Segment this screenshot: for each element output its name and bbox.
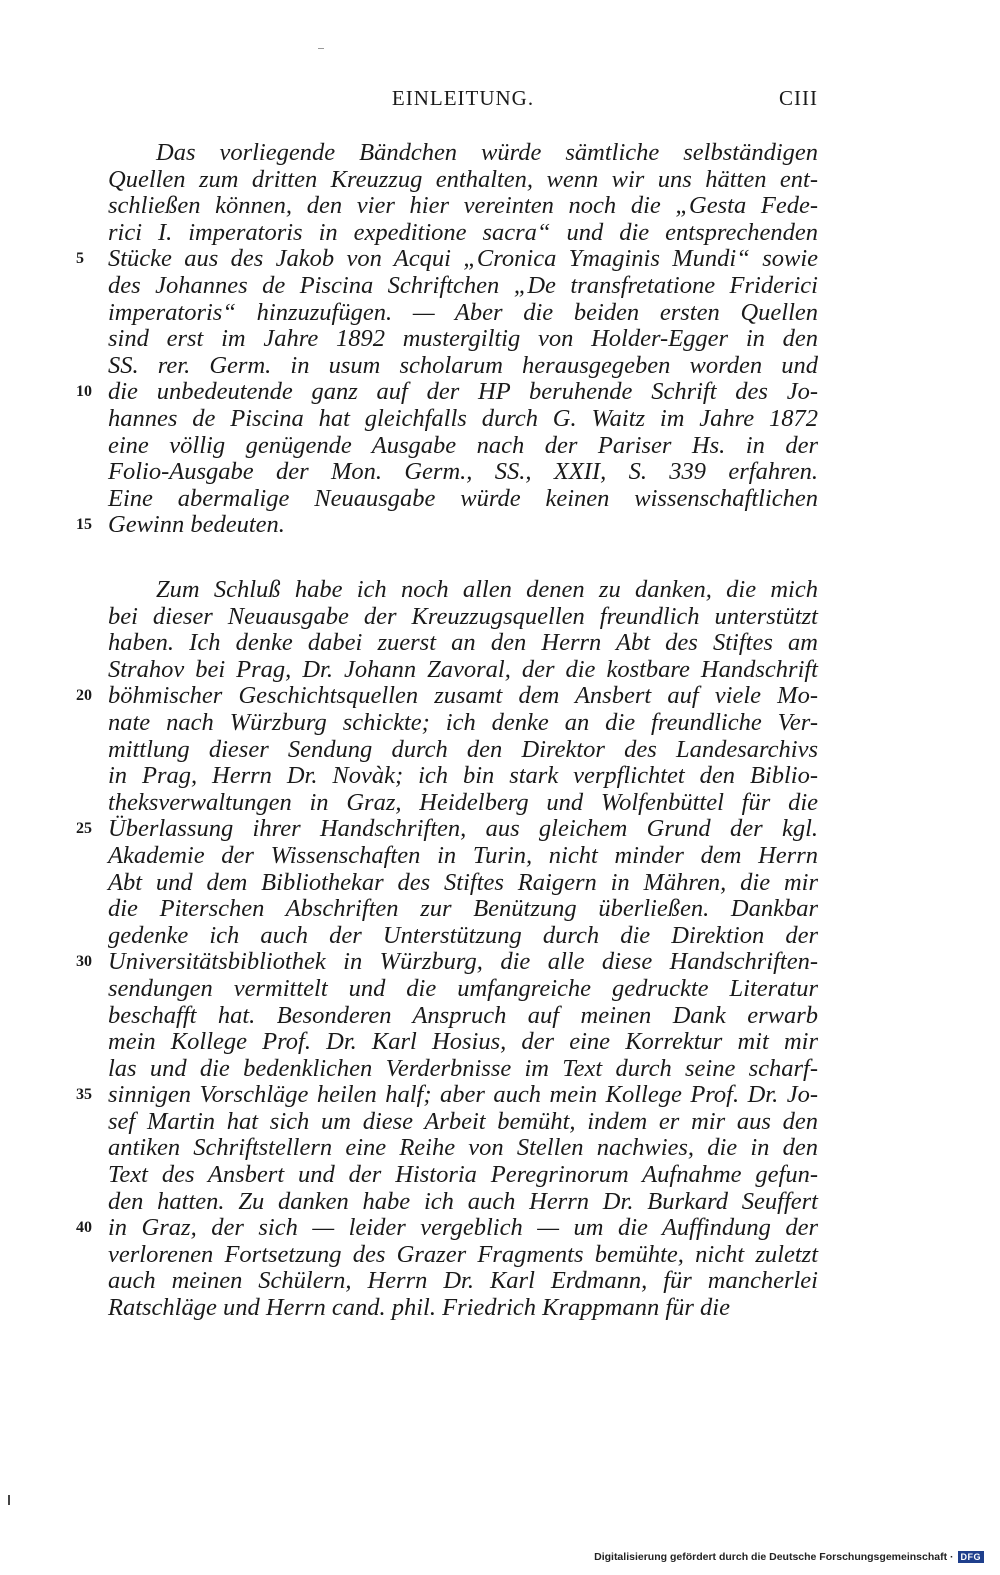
line-text: sef Martin hat sich um diese Arbeit bemüht, indem er mir aus den [108,1107,818,1135]
line-text: auch meinen Schülern, Herrn Dr. Karl Erdmann, für mancherlei [108,1267,818,1295]
line-text: theksverwaltungen in Graz, Heidelberg und Wolfenbüttel für die [108,788,818,816]
scan-edge-mark [8,1495,10,1505]
text-line [108,406,818,433]
text-line [108,1056,818,1083]
line-text: Ratschläge und Herrn cand. phil. Friedrich Krappmann für die [108,1294,730,1322]
text-line [108,843,818,870]
digitization-footer [594,1549,984,1565]
text-line [108,300,818,327]
line-text: sendungen vermittelt und die umfangreiche gedruckte Literatur [108,974,818,1002]
line-text: den hatten. Zu danken habe ich auch Herrn Dr. Burkard Seuffert [108,1187,818,1215]
line-text: Gewinn bedeuten. [108,511,285,539]
line-text: in Graz, der sich — leider vergeblich — um die Auffindung der [108,1214,818,1242]
line-text: Folio-Ausgabe der Mon. Germ., SS., XXII, S. 339 erfahren. [108,458,818,486]
line-number: 10 [76,383,92,401]
text-line [76,1214,818,1242]
text-line [108,976,818,1003]
text-line [108,790,818,817]
line-text: Strahov bei Prag, Dr. Johann Zavoral, der die kostbare Handschrift [108,655,818,683]
text-line [108,630,818,657]
text-line [108,1295,818,1322]
line-text: hannes de Piscina hat gleichfalls durch G. Waitz im Jahre 1872 [108,404,818,432]
line-text: Quellen zum dritten Kreuzzug enthalten, wenn wir uns hätten ent- [108,165,818,193]
text-line [76,378,818,406]
text-line [108,193,818,220]
text-line [108,220,818,247]
running-title: EINLEITUNG. [391,86,535,110]
text-line [76,511,818,539]
line-text: die unbedeutende ganz auf der HP beruhende Schrift des Jo- [108,378,818,406]
line-text: Text des Ansbert und der Historia Peregrinorum Aufnahme gefun- [108,1161,818,1189]
line-text: mein Kollege Prof. Dr. Karl Hosius, der eine Korrektur mit mir [108,1028,818,1056]
line-text: böhmischer Geschichtsquellen zusamt dem Ansbert auf viele Mo- [108,682,818,710]
page-number: CIII [779,86,818,110]
line-text: nate nach Würzburg schickte; ich denke an die freundliche Ver- [108,708,818,736]
text-line [108,1189,818,1216]
text-line [108,486,818,513]
line-text: sinnigen Vorschläge heilen half; aber auch mein Kollege Prof. Dr. Jo- [108,1081,818,1109]
scan-speck [318,48,324,49]
line-text: Eine abermalige Neuausgabe würde keinen wissenschaftlichen [108,484,818,512]
line-text: rici I. imperatoris in expeditione sacra“ und die entsprechenden [108,218,818,246]
paragraph-sources [76,139,818,539]
line-text: Abt und dem Bibliothekar des Stiftes Raigern in Mähren, die mir [108,868,818,896]
line-text: bei dieser Neuausgabe der Kreuzzugsquellen freundlich unterstützt [108,602,818,630]
text-line [76,1081,818,1109]
text-line [108,1268,818,1295]
text-line [108,604,818,631]
line-number: 25 [76,820,92,838]
line-number: 20 [76,687,92,705]
funding-note: Digitalisierung gefördert durch die Deutsche Forschungsgemeinschaft · [594,1551,954,1563]
text-line [108,140,818,167]
text-line [108,710,818,737]
text-line [108,273,818,300]
dfg-logo: DFG [958,1551,985,1563]
text-line [108,1109,818,1136]
line-text: las und die bedenklichen Verderbnisse im Text durch seine scharf- [108,1054,818,1082]
line-text: SS. rer. Germ. in usum scholarum herausgegeben worden und [108,351,818,379]
line-number: 30 [76,953,92,971]
paragraph-acknowledgements [76,576,818,1322]
line-number: 15 [76,516,92,534]
text-line [76,815,818,843]
line-text: in Prag, Herrn Dr. Novàk; ich bin stark verpflichtet den Biblio- [108,762,818,790]
text-line [108,1242,818,1269]
line-text: Zum Schluß habe ich noch allen denen zu danken, die mich [156,576,818,603]
line-number: 5 [76,250,84,268]
line-text: haben. Ich denke dabei zuerst an den Herrn Abt des Stiftes am [108,629,818,657]
line-text: mittlung dieser Sendung durch den Direktor des Landesarchivs [108,735,818,763]
text-line [108,657,818,684]
line-number: 35 [76,1086,92,1104]
line-text: eine völlig genügende Ausgabe nach der Pariser Hs. in der [108,431,818,459]
text-line [76,682,818,710]
text-line [108,433,818,460]
line-text: Akademie der Wissenschaften in Turin, nicht minder dem Herrn [108,841,818,869]
text-line [108,167,818,194]
text-line [108,1003,818,1030]
line-text: des Johannes de Piscina Schriftchen „De transfretatione Friderici [108,271,818,299]
running-header [108,86,818,116]
line-text: sind erst im Jahre 1892 mustergiltig von Holder-Egger in den [108,325,818,353]
line-text: gedenke ich auch der Unterstützung durch die Direktion der [108,921,818,949]
line-text: verlorenen Fortsetzung des Grazer Fragments bemühte, nicht zuletzt [108,1240,818,1268]
text-line [108,763,818,790]
text-line [108,923,818,950]
text-line [108,737,818,764]
line-text: beschafft hat. Besonderen Anspruch auf meinen Dank erwarb [108,1001,818,1029]
line-text: Universitätsbibliothek in Würzburg, die alle diese Handschriften- [108,948,818,976]
text-line [108,326,818,353]
text-line [108,577,818,604]
text-line [108,353,818,380]
line-text: Überlassung ihrer Handschriften, aus gleichem Grund der kgl. [108,815,818,843]
text-line [108,1029,818,1056]
text-line [108,1162,818,1189]
line-text: Stücke aus des Jakob von Acqui „Cronica Ymaginis Mundi“ sowie [108,245,818,273]
text-line [108,1135,818,1162]
text-line [108,896,818,923]
line-number: 40 [76,1219,92,1237]
line-text: Das vorliegende Bändchen würde sämtliche selbständigen [156,139,818,166]
line-text: schließen können, den vier hier vereinten noch die „Gesta Fede- [108,192,818,220]
line-text: die Piterschen Abschriften zur Benützung überließen. Dankbar [108,895,818,923]
text-line [108,870,818,897]
line-text: imperatoris“ hinzuzufügen. — Aber die beiden ersten Quellen [108,298,818,326]
text-line [76,948,818,976]
text-line [76,245,818,273]
text-line [108,459,818,486]
line-text: antiken Schriftstellern eine Reihe von Stellen nachwies, die in den [108,1134,818,1162]
